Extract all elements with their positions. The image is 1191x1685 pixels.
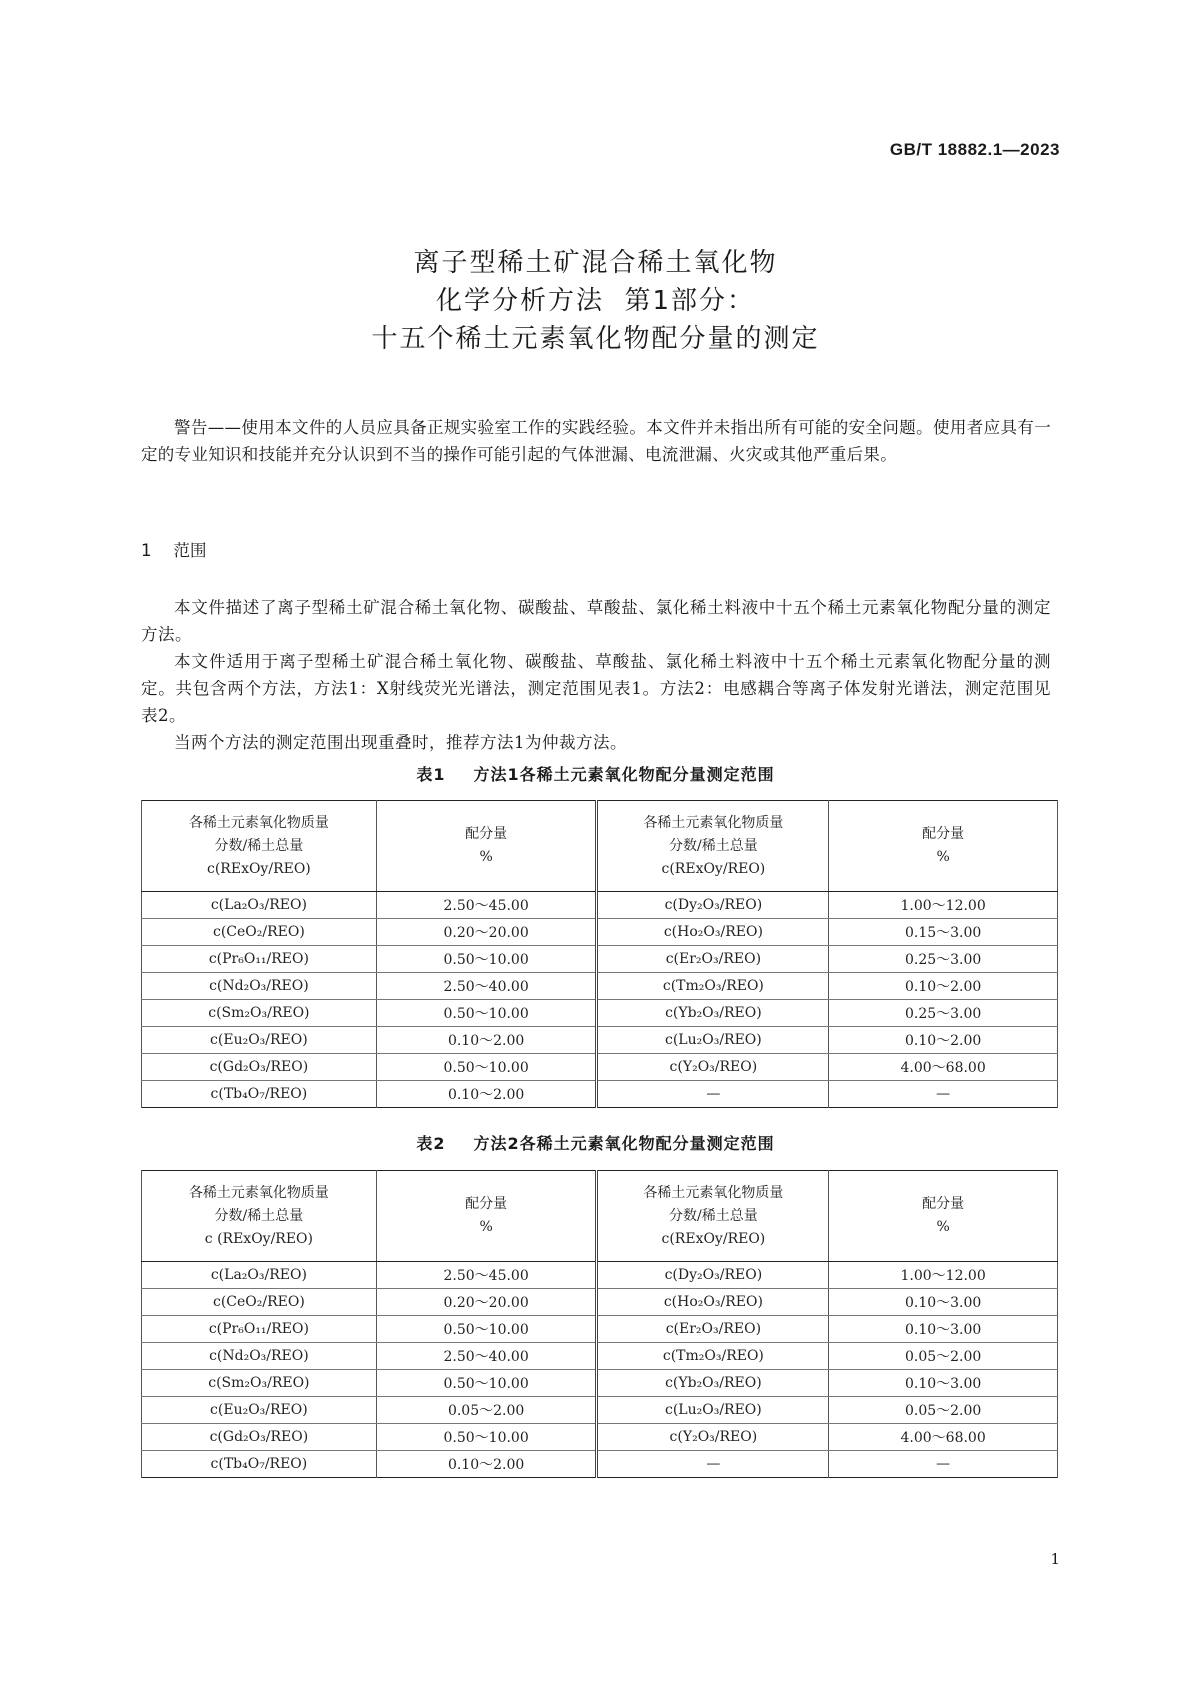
table2-label: 表2: [416, 1134, 446, 1153]
range-cell: 0.05～2.00: [829, 1397, 1058, 1424]
range-cell: 0.20～20.00: [376, 919, 597, 946]
range-cell: 4.00～68.00: [829, 1054, 1058, 1081]
range-cell: 0.10～2.00: [376, 1451, 597, 1478]
table-row: [142, 1343, 1058, 1370]
table-row: [142, 946, 1058, 973]
oxide-ratio-cell: c(Yb₂O₃/REO): [597, 1370, 829, 1397]
range-cell: 2.50～45.00: [376, 1262, 597, 1289]
header-proportion: [376, 801, 597, 892]
oxide-ratio-cell: c(Sm₂O₃/REO): [142, 1000, 377, 1027]
range-cell: 4.00～68.00: [829, 1424, 1058, 1451]
oxide-ratio-cell: c(Dy₂O₃/REO): [597, 892, 829, 919]
table-row: [142, 1370, 1058, 1397]
table-row: [142, 1397, 1058, 1424]
header-text: c(RExOy/REO): [661, 1230, 766, 1247]
header-text: 分数/稀土总量: [669, 837, 758, 854]
table1: [141, 800, 1058, 1108]
table-header-row: [142, 1171, 1058, 1262]
header-text: c(RExOy/REO): [207, 860, 311, 877]
range-cell: 2.50～40.00: [376, 1343, 597, 1370]
scope-paragraph-3: 当两个方法的测定范围出现重叠时，推荐方法1为仲裁方法。: [174, 733, 627, 752]
range-cell: 0.10～3.00: [829, 1289, 1058, 1316]
range-cell: 0.50～10.00: [376, 946, 597, 973]
header-text: 配分量: [465, 826, 508, 842]
table-row: [142, 1289, 1058, 1316]
oxide-ratio-cell: c(Eu₂O₃/REO): [142, 1027, 377, 1054]
header-text: 各稀土元素氧化物质量: [188, 1184, 329, 1201]
oxide-ratio-cell: c(Tb₄O₇/REO): [142, 1081, 377, 1108]
section-heading-scope: [141, 537, 207, 561]
table2-caption: [0, 1131, 1191, 1154]
range-cell: 0.05～2.00: [829, 1343, 1058, 1370]
table1-label: 表1: [416, 765, 446, 784]
header-proportion: [376, 1171, 597, 1262]
header-proportion: [829, 801, 1058, 892]
table-header-row: [142, 801, 1058, 892]
header-text: 各稀土元素氧化物质量: [643, 814, 784, 831]
table1-caption: [0, 762, 1191, 785]
oxide-ratio-cell: c(Ho₂O₃/REO): [597, 919, 829, 946]
header-unit: %: [479, 1219, 493, 1235]
table-row: [142, 892, 1058, 919]
oxide-ratio-cell: c(Y₂O₃/REO): [597, 1424, 829, 1451]
range-cell: 0.50～10.00: [376, 1370, 597, 1397]
oxide-ratio-cell: c(Lu₂O₃/REO): [597, 1027, 829, 1054]
scope-paragraph-1: 本文件描述了离子型稀土矿混合稀土氧化物、碳酸盐、草酸盐、氯化稀土料液中十五个稀土元素氧化物配分量的测定方法。: [141, 598, 1051, 644]
oxide-ratio-cell: c(Pr₆O₁₁/REO): [142, 946, 377, 973]
range-cell: 0.10～2.00: [829, 1027, 1058, 1054]
document-title: [0, 244, 1191, 358]
range-cell: 0.25～3.00: [829, 1000, 1058, 1027]
header-unit: %: [479, 849, 493, 865]
oxide-ratio-cell: c(CeO₂/REO): [142, 919, 377, 946]
header-text: c(RExOy/REO): [661, 860, 766, 877]
range-cell: 0.50～10.00: [376, 1054, 597, 1081]
range-cell: 0.50～10.00: [376, 1424, 597, 1451]
range-cell: 0.10～2.00: [376, 1081, 597, 1108]
oxide-ratio-cell: —: [597, 1081, 829, 1108]
oxide-ratio-cell: —: [597, 1451, 829, 1478]
header-unit: %: [936, 1219, 950, 1235]
oxide-ratio-cell: c(Tb₄O₇/REO): [142, 1451, 377, 1478]
table-row: [142, 1027, 1058, 1054]
oxide-ratio-cell: c(La₂O₃/REO): [142, 1262, 377, 1289]
oxide-ratio-cell: c(La₂O₃/REO): [142, 892, 377, 919]
table-row: [142, 1262, 1058, 1289]
range-cell: 1.00～12.00: [829, 1262, 1058, 1289]
oxide-ratio-cell: c(Pr₆O₁₁/REO): [142, 1316, 377, 1343]
warning-paragraph: 警告——使用本文件的人员应具备正规实验室工作的实践经验。本文件并未指出所有可能的安全问题。使用者应具有一定的专业知识和技能并充分认识到不当的操作可能引起的气体泄漏、电流泄漏、火灾或其他严重后果。: [141, 418, 1051, 464]
range-cell: 2.50～45.00: [376, 892, 597, 919]
range-cell: 0.50～10.00: [376, 1316, 597, 1343]
section-title: 范围: [173, 541, 207, 560]
range-cell: 0.10～2.00: [376, 1027, 597, 1054]
range-cell: 0.10～3.00: [829, 1316, 1058, 1343]
range-cell: 0.10～3.00: [829, 1370, 1058, 1397]
oxide-ratio-cell: c(Nd₂O₃/REO): [142, 973, 377, 1000]
oxide-ratio-cell: c(Dy₂O₃/REO): [597, 1262, 829, 1289]
header-text: 配分量: [922, 826, 965, 842]
oxide-ratio-cell: c(Eu₂O₃/REO): [142, 1397, 377, 1424]
range-cell: 1.00～12.00: [829, 892, 1058, 919]
range-cell: —: [829, 1451, 1058, 1478]
range-cell: 0.50～10.00: [376, 1000, 597, 1027]
range-cell: 2.50～40.00: [376, 973, 597, 1000]
section-number: 1: [141, 541, 152, 560]
header-mass-fraction: [597, 1171, 829, 1262]
header-text: 各稀土元素氧化物质量: [188, 814, 329, 831]
scope-body: [141, 594, 1051, 756]
header-proportion: [829, 1171, 1058, 1262]
header-text: 配分量: [465, 1196, 508, 1212]
page-number: 1: [1050, 1550, 1060, 1568]
table-row: [142, 1081, 1058, 1108]
header-text: 配分量: [922, 1196, 965, 1212]
header-text: 各稀土元素氧化物质量: [643, 1184, 784, 1201]
range-cell: 0.20～20.00: [376, 1289, 597, 1316]
oxide-ratio-cell: c(Y₂O₃/REO): [597, 1054, 829, 1081]
oxide-ratio-cell: c(Nd₂O₃/REO): [142, 1343, 377, 1370]
table2-caption-text: 方法2各稀土元素氧化物配分量测定范围: [473, 1134, 775, 1153]
oxide-ratio-cell: c(Tm₂O₃/REO): [597, 973, 829, 1000]
header-text: 分数/稀土总量: [669, 1207, 758, 1224]
scope-paragraph-2: 本文件适用于离子型稀土矿混合稀土氧化物、碳酸盐、草酸盐、氯化稀土料液中十五个稀土元素氧化物配分量的测定。共包含两个方法，方法1：X射线荧光光谱法，测定范围见表1。方法2：电感耦合等离子体发射光谱法，测定范围见表2。: [141, 652, 1051, 725]
oxide-ratio-cell: c(Gd₂O₃/REO): [142, 1424, 377, 1451]
title-line-1: 离子型稀土矿混合稀土氧化物: [413, 248, 778, 278]
title-line-2: 化学分析方法 第1部分：: [435, 286, 756, 316]
oxide-ratio-cell: c(Sm₂O₃/REO): [142, 1370, 377, 1397]
table-row: [142, 1316, 1058, 1343]
oxide-ratio-cell: c(Yb₂O₃/REO): [597, 1000, 829, 1027]
range-cell: 0.05～2.00: [376, 1397, 597, 1424]
oxide-ratio-cell: c(Er₂O₃/REO): [597, 1316, 829, 1343]
header-mass-fraction: [142, 1171, 377, 1262]
header-text: 分数/稀土总量: [214, 1207, 304, 1224]
standard-number: GB/T 18882.1—2023: [889, 140, 1060, 159]
header-text: 分数/稀土总量: [214, 837, 304, 854]
range-cell: —: [829, 1081, 1058, 1108]
oxide-ratio-cell: c(CeO₂/REO): [142, 1289, 377, 1316]
range-cell: 0.15～3.00: [829, 919, 1058, 946]
table-row: [142, 1054, 1058, 1081]
header-mass-fraction: [597, 801, 829, 892]
range-cell: 0.25～3.00: [829, 946, 1058, 973]
oxide-ratio-cell: c(Lu₂O₃/REO): [597, 1397, 829, 1424]
table1-caption-text: 方法1各稀土元素氧化物配分量测定范围: [473, 765, 775, 784]
table-row: [142, 973, 1058, 1000]
table2: [141, 1170, 1058, 1478]
table-row: [142, 1451, 1058, 1478]
range-cell: 0.10～2.00: [829, 973, 1058, 1000]
table-row: [142, 1000, 1058, 1027]
header-unit: %: [936, 849, 950, 865]
table-row: [142, 919, 1058, 946]
table-row: [142, 1424, 1058, 1451]
header-mass-fraction: [142, 801, 377, 892]
oxide-ratio-cell: c(Gd₂O₃/REO): [142, 1054, 377, 1081]
oxide-ratio-cell: c(Tm₂O₃/REO): [597, 1343, 829, 1370]
oxide-ratio-cell: c(Ho₂O₃/REO): [597, 1289, 829, 1316]
oxide-ratio-cell: c(Er₂O₃/REO): [597, 946, 829, 973]
header-text: c (RExOy/REO): [204, 1230, 313, 1247]
title-line-3: 十五个稀土元素氧化物配分量的测定: [371, 324, 820, 354]
